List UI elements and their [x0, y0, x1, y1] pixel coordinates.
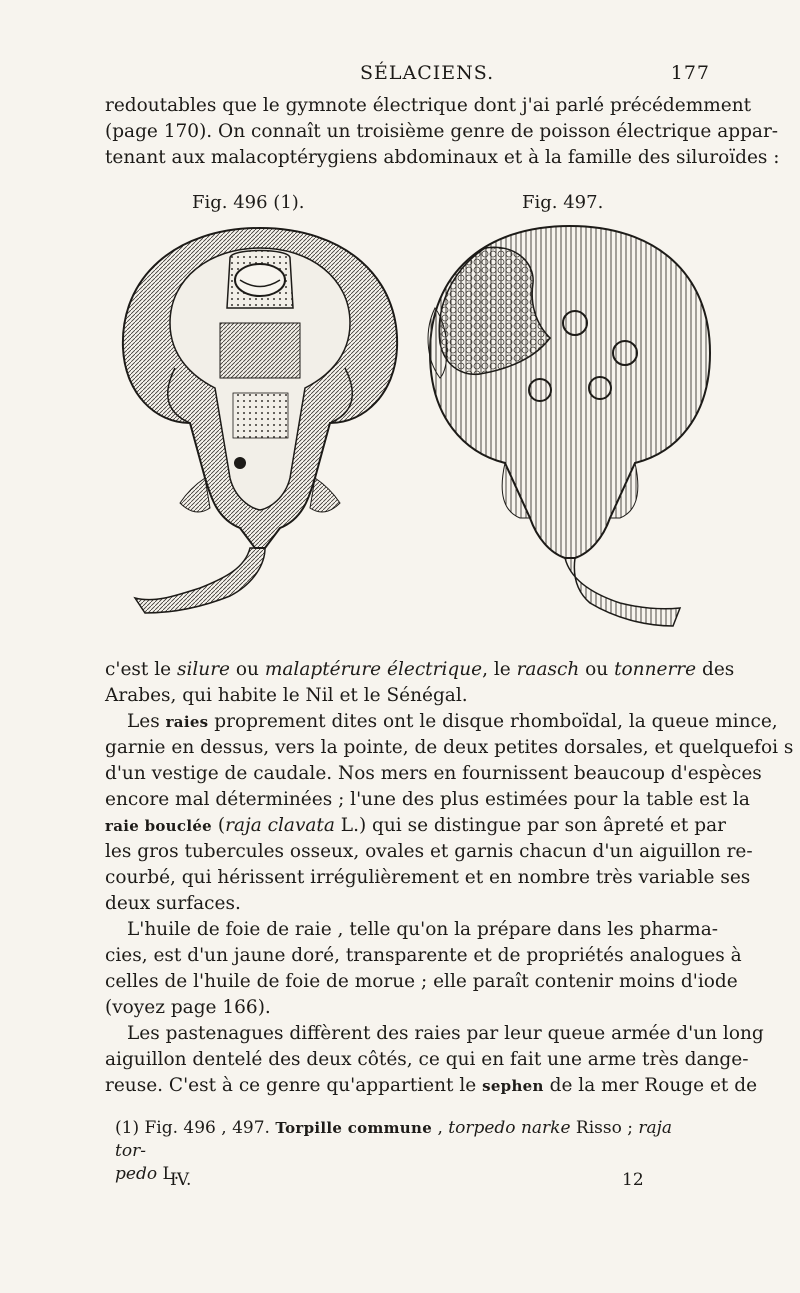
italic-run: silure: [176, 659, 230, 680]
text-line: deux surfaces.: [105, 893, 241, 914]
italic-run: torpedo narke: [448, 1118, 571, 1138]
text-line: (page 170). On connaît un troisième genre de poisson électrique appar-: [105, 121, 779, 142]
text-line: [105, 657, 735, 683]
paragraph-huile: [105, 917, 742, 1021]
italic-run: raja tor-: [115, 1118, 673, 1161]
italic-run: raasch: [516, 659, 580, 680]
gathering-signature: 12: [622, 1170, 644, 1190]
page-number: 177: [670, 62, 710, 84]
text-line: garnie en dessus, vers la pointe, de deux petites dorsales, et quelquefoi s: [105, 737, 794, 758]
bold-run: Torpille commune: [275, 1119, 433, 1137]
italic-run: tonnerre: [614, 659, 697, 680]
running-head-title: SÉLACIENS.: [360, 62, 495, 84]
text-run: de la mer Rouge et de: [543, 1075, 758, 1096]
paragraph-pastenagues: [105, 1021, 764, 1099]
text-run: c'est le: [105, 659, 177, 680]
text-run: , le: [482, 659, 517, 680]
text-run: Les: [127, 711, 166, 732]
text-run: proprement dites ont le disque rhomboïdal, la queue mince,: [208, 711, 778, 732]
text-line: Les pastenagues diffèrent des raies par leur queue armée d'un long: [127, 1023, 764, 1044]
text-line: encore mal déterminées ; l'une des plus estimées pour la table est la: [105, 789, 750, 810]
text-line: les gros tubercules osseux, ovales et garnis chacun d'un aiguillon re-: [105, 841, 753, 862]
text-line: d'un vestige de caudale. Nos mers en fournissent beaucoup d'espèces: [105, 763, 762, 784]
text-line: [105, 709, 778, 735]
text-line: [105, 813, 726, 839]
text-run: ,: [432, 1118, 449, 1138]
text-run: reuse. C'est à ce genre qu'appartient le: [105, 1075, 483, 1096]
text-run: (: [212, 815, 226, 836]
paragraph-raies: [105, 709, 794, 917]
italic-run: raja clavata: [225, 815, 335, 836]
text-line: (voyez page 166).: [105, 997, 271, 1018]
footnote-line: [115, 1117, 705, 1163]
figure-496-caption: Fig. 496 (1).: [192, 192, 305, 213]
text-run: des: [696, 659, 735, 680]
footnote: [115, 1117, 705, 1186]
text-run: (1) Fig. 496 , 497.: [115, 1118, 276, 1138]
footnote-line: [115, 1163, 705, 1186]
bold-run: raie bouclée: [105, 817, 213, 835]
text-run: Risso ;: [570, 1118, 639, 1138]
text-line: cies, est d'un jaune doré, transparente et de propriétés analogues à: [105, 945, 742, 966]
text-line: [105, 1073, 758, 1099]
figure-496-torpedo-ventral: [115, 218, 405, 638]
text-line: L'huile de foie de raie , telle qu'on la prépare dans les pharma-: [127, 919, 718, 940]
text-line: tenant aux malacoptérygiens abdominaux et à la famille des siluroïdes :: [105, 147, 780, 168]
volume-signature: IV.: [170, 1170, 192, 1190]
figure-497-torpedo-dorsal: [425, 218, 715, 638]
bold-run: sephen: [482, 1077, 544, 1095]
italic-run: pedo: [115, 1164, 158, 1184]
text-line: celles de l'huile de foie de morue ; elle paraît contenir moins d'iode: [105, 971, 738, 992]
text-line: redoutables que le gymnote électrique dont j'ai parlé précédemment: [105, 95, 752, 116]
figure-497-caption: Fig. 497.: [522, 192, 604, 213]
text-run: ou: [230, 659, 265, 680]
text-line: Arabes, qui habite le Nil et le Sénégal.: [105, 685, 468, 706]
paragraph-silure: [105, 657, 735, 709]
text-line: aiguillon dentelé des deux côtés, ce qui en fait une arme très dange-: [105, 1049, 749, 1070]
bold-run: raies: [165, 713, 209, 731]
italic-run: malaptérure électrique: [264, 659, 483, 680]
text-run: L.) qui se distingue par son âpreté et par: [334, 815, 726, 836]
text-line: courbé, qui hérissent irrégulièrement et en nombre très variable ses: [105, 867, 751, 888]
text-run: ou: [579, 659, 615, 680]
text-run: L.: [157, 1164, 180, 1184]
intro-paragraph: [105, 93, 780, 171]
